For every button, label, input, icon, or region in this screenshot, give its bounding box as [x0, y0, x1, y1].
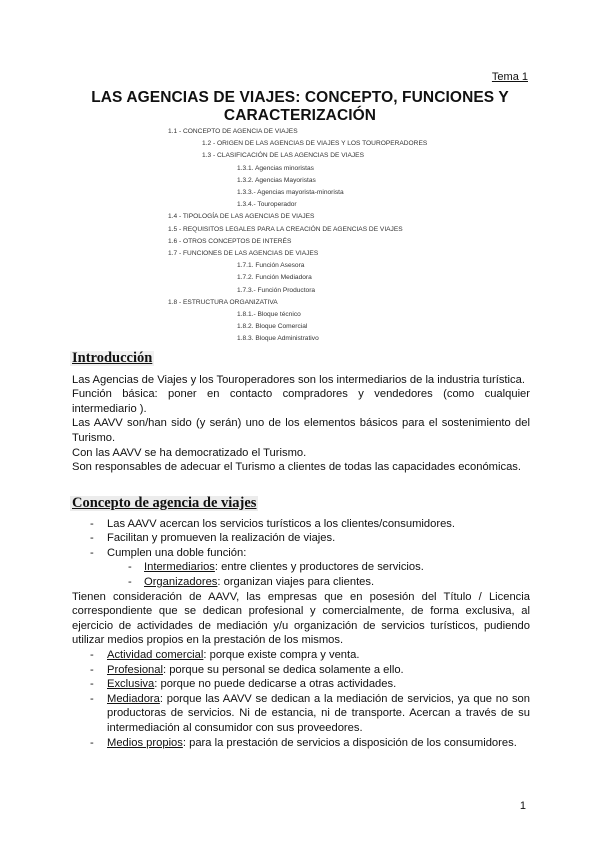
term-desc: : porque no puede dedicarse a otras actividades.: [154, 678, 397, 691]
toc-entry: 1.5 - REQUISITOS LEGALES PARA LA CREACIÓN DE AGENCIAS DE VIAJES: [168, 225, 403, 233]
term: Organizadores: [144, 575, 218, 588]
term: Profesional: [107, 663, 163, 676]
toc-entry: 1.1 - CONCEPTO DE AGENCIA DE VIAJES: [168, 128, 298, 135]
intro-paragraph: Con las AAVV se ha democratizado el Turismo.: [72, 446, 307, 459]
toc-entry: 1.3.2. Agencias Mayoristas: [237, 176, 316, 184]
intro-paragraph: Las AAVV son/han sido (y serán) uno de los elementos básicos para el sostenimiento del Turismo.: [72, 417, 530, 444]
list-item: - Cumplen una doble función:: [72, 546, 530, 561]
term: Actividad comercial: [107, 648, 204, 661]
term: Mediadora: [107, 692, 160, 705]
intro-paragraph: Las Agencias de Viajes y los Touroperadores son los intermediarios de la industria turística.: [72, 373, 525, 386]
intro-paragraph: Son responsables de adecuar el Turismo a clientes de todas las capacidades económicas.: [72, 461, 522, 474]
topic-label: Tema 1: [491, 71, 528, 83]
toc-entry: 1.7.2. Función Mediadora: [237, 274, 312, 282]
sub-list-item: [72, 560, 530, 575]
toc-entry: 1.3.3.- Agencias mayorista-minorista: [237, 189, 344, 196]
toc-entry: 1.8.1.- Bloque técnico: [237, 311, 301, 318]
list-item: [72, 692, 530, 736]
toc-entry: 1.3.1. Agencias minoristas: [237, 164, 314, 172]
sub-list-item: [72, 575, 530, 590]
document-title: LAS AGENCIAS DE VIAJES: CONCEPTO, FUNCIONES Y CARACTERIZACIÓN: [91, 89, 509, 124]
list-item: - Facilitan y promueven la realización de viajes.: [72, 531, 530, 546]
toc-entry: 1.7 - FUNCIONES DE LAS AGENCIAS DE VIAJES: [168, 250, 319, 257]
concepto-heading: Concepto de agencia de viajes: [72, 495, 257, 511]
toc-entry: 1.6 - OTROS CONCEPTOS DE INTERÉS: [168, 237, 292, 245]
term: Intermediarios: [144, 561, 215, 574]
toc-entry: 1.7.1. Función Asesora: [237, 262, 305, 270]
term: Medios propios: [107, 736, 183, 749]
term-desc: : para la prestación de servicios a disposición de los consumidores.: [182, 736, 517, 749]
term: Exclusiva: [107, 678, 155, 691]
term-desc: : porque su personal se dedica solamente a ello.: [162, 663, 404, 676]
list-item: [72, 736, 530, 751]
term-desc: : porque existe compra y venta.: [203, 648, 360, 661]
intro-section: [72, 351, 530, 475]
toc-entry: 1.8 - ESTRUCTURA ORGANIZATIVA: [168, 298, 278, 306]
toc-entry: 1.7.3.- Función Productora: [237, 286, 316, 294]
concepto-section: [72, 496, 530, 750]
term-desc: : entre clientes y productores de servicios.: [214, 561, 424, 574]
list-item: - Las AAVV acercan los servicios turísticos a los clientes/consumidores.: [72, 517, 530, 532]
intro-heading: Introducción: [72, 350, 153, 366]
toc-entry: 1.3 - CLASIFICACIÓN DE LAS AGENCIAS DE VIAJES: [202, 152, 364, 160]
toc-entry: 1.4 - TIPOLOGÍA DE LAS AGENCIAS DE VIAJES: [168, 213, 315, 221]
list-item: [72, 677, 530, 692]
intro-paragraph: Función básica: poner en contacto compradores y vendedores (como cualquier intermediario ).: [72, 388, 530, 415]
toc-entry: 1.8.2. Bloque Comercial: [237, 323, 308, 331]
list-item: [72, 663, 530, 678]
term-desc: : porque las AAVV se dedican a la mediación de servicios, ya que no son productoras de servicios. Ni de estancia, ni de transporte. Acercan a través de su intermediación al consumidor con sus proveedores.: [107, 692, 530, 734]
concepto-paragraph: Tienen consideración de AAVV, las empresas que en posesión del Título / Licencia correspondiente que se dedican profesional y comercialmente, de forma exclusiva, al ejercicio de actividades de mediación y/u organización de servicios turísticos, pudiendo utilizar medios propios en la prestación de los mismos.: [72, 590, 530, 647]
toc-entry: 1.8.3. Bloque Administrativo: [237, 335, 319, 343]
toc-entry: 1.2 - ORIGEN DE LAS AGENCIAS DE VIAJES Y LOS TOUROPERADORES: [202, 140, 428, 148]
term-desc: : organizan viajes para clientes.: [217, 575, 375, 588]
list-item: [72, 648, 530, 663]
toc-entry: 1.3.4.- Touroperador: [237, 201, 297, 209]
page-number: 1: [519, 800, 526, 812]
